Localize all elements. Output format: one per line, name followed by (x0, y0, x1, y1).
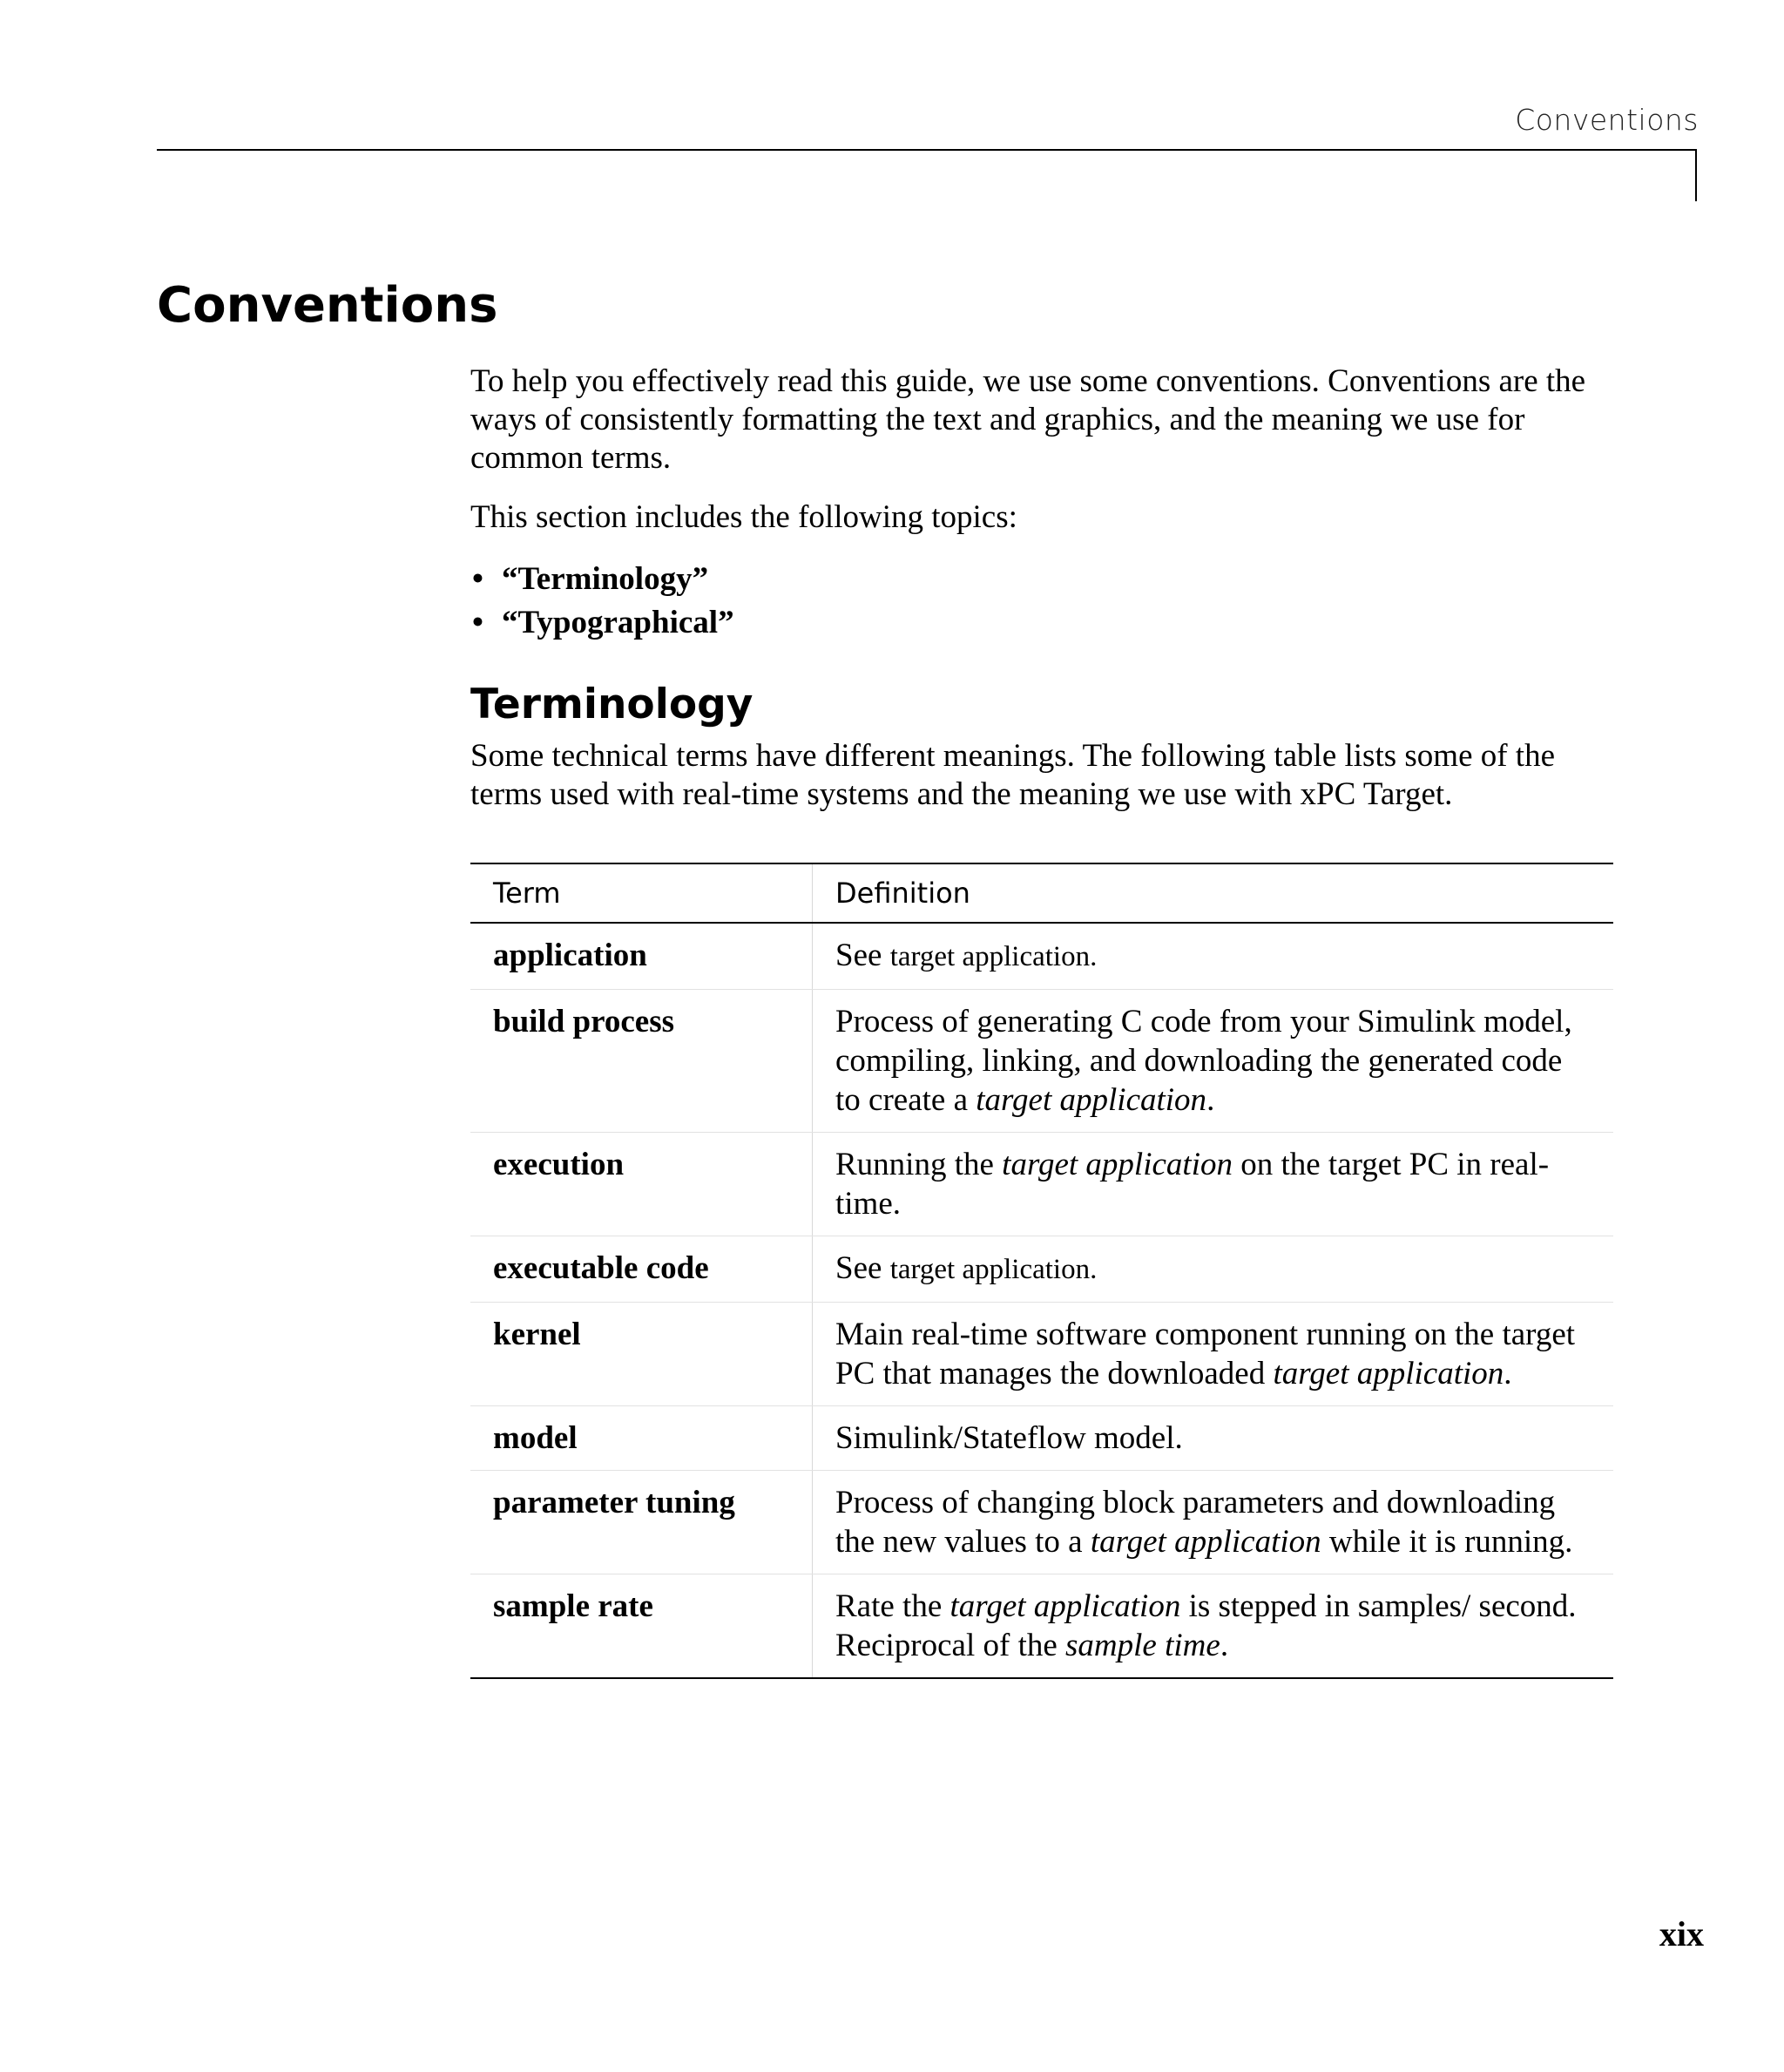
topic-label: “Typographical” (502, 605, 734, 640)
definition-cell (813, 1574, 1614, 1679)
definition-segment: target application (1090, 1524, 1321, 1560)
definition-segment: Process of generating C code from your Simulink model, compiling, linking, and downloading the generated code to create a (835, 1004, 1572, 1118)
topic-list (470, 558, 1613, 645)
definition-segment: target application (1002, 1147, 1233, 1182)
table-row (470, 1133, 1613, 1236)
definition-segment: Rate the (835, 1588, 950, 1624)
table-row (470, 1406, 1613, 1471)
table-row (470, 990, 1613, 1133)
definition-segment: . (1090, 941, 1098, 972)
intro-paragraph: To help you effectively read this guide, we use some conventions. Conventions are the ways of consistently formatting the text and graphics, and the meaning we use for common terms. (470, 363, 1586, 476)
definition-cell (813, 1236, 1614, 1303)
terminology-table (470, 863, 1613, 1679)
running-header-title: Conventions (1515, 103, 1699, 137)
topics-intro: This section includes the following topics: (470, 499, 1017, 535)
definition-cell (813, 1471, 1614, 1574)
terminology-paragraph: Some technical terms have different meanings. The following table lists some of the terms used with real-time systems and the meaning we use with xPC Target. (470, 738, 1556, 812)
topic-label: “Terminology” (502, 561, 709, 597)
subsection-title-terminology: Terminology (470, 681, 753, 728)
definition-segment: . (1504, 1356, 1512, 1391)
term-cell: model (470, 1406, 813, 1471)
term-cell: build process (470, 990, 813, 1133)
definition-segment: . (1090, 1254, 1098, 1285)
definition-segment: target application (889, 941, 1091, 972)
header-rule-tick (1695, 149, 1697, 201)
definition-segment: target application (1273, 1356, 1504, 1391)
table-body (470, 923, 1613, 1678)
definition-segment: on the target PC in real-time. (835, 1147, 1550, 1222)
term-cell: executable code (470, 1236, 813, 1303)
term-cell: application (470, 923, 813, 990)
definition-segment: Simulink/Stateflow model. (835, 1420, 1183, 1456)
definition-segment: . (1220, 1628, 1229, 1663)
definition-segment: Process of changing block parameters and downloading the new values to a (835, 1485, 1556, 1560)
definition-segment: target application (949, 1588, 1181, 1624)
definition-segment: See (835, 938, 890, 973)
definition-segment: target application (976, 1082, 1207, 1118)
definition-cell (813, 1406, 1614, 1471)
definition-segment: sample time (1065, 1628, 1220, 1663)
table-row (470, 1236, 1613, 1303)
term-cell: parameter tuning (470, 1471, 813, 1574)
definition-segment: . (1206, 1082, 1215, 1118)
definition-segment: is stepped in samples/ second. Reciprocal of the (835, 1588, 1577, 1663)
table-row (470, 1471, 1613, 1574)
definition-cell (813, 1303, 1614, 1406)
topic-link-typographical[interactable] (470, 601, 1613, 645)
definition-segment: See (835, 1250, 890, 1286)
definition-cell (813, 990, 1614, 1133)
main-content (470, 362, 1613, 1679)
table-row (470, 1574, 1613, 1679)
topic-link-terminology[interactable] (470, 558, 1613, 601)
section-title: Conventions (157, 277, 498, 334)
bullet-icon: • (472, 561, 483, 597)
table-row (470, 1303, 1613, 1406)
term-cell: sample rate (470, 1574, 813, 1679)
page-number: xix (1659, 1914, 1704, 1954)
definition-segment: target application (889, 1254, 1091, 1285)
header-rule (157, 149, 1697, 151)
definition-segment: Running the (835, 1147, 1003, 1182)
bullet-icon: • (472, 605, 483, 640)
table-row (470, 923, 1613, 990)
definition-segment: while it is running. (1321, 1524, 1573, 1560)
definition-cell (813, 1133, 1614, 1236)
table-header-definition: Definition (813, 863, 1614, 923)
definition-cell (813, 923, 1614, 990)
table-header-row (470, 863, 1613, 923)
term-cell: execution (470, 1133, 813, 1236)
table-header-term: Term (470, 863, 813, 923)
definition-segment: Main real-time software component running on the target PC that manages the downloaded (835, 1317, 1576, 1391)
term-cell: kernel (470, 1303, 813, 1406)
